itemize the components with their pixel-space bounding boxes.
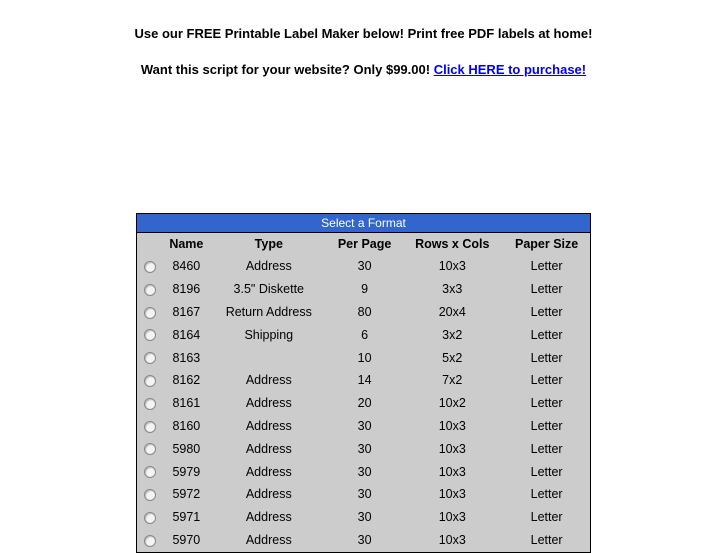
label-type: Address xyxy=(245,259,292,274)
paper-size: Letter xyxy=(530,532,563,547)
format-radio[interactable] xyxy=(144,261,156,273)
format-row[interactable] xyxy=(137,415,590,438)
format-row[interactable] xyxy=(137,437,590,460)
label-type: Address xyxy=(245,487,292,502)
format-radio-cell xyxy=(137,415,163,438)
label-type xyxy=(210,346,328,369)
label-name: 8196 xyxy=(172,282,201,297)
labels-per-page: 30 xyxy=(357,487,372,502)
format-table xyxy=(137,233,590,551)
rows-x-cols: 20x4 xyxy=(438,304,466,319)
format-radio-cell xyxy=(137,460,163,483)
format-radio-cell xyxy=(137,323,163,346)
rows-x-cols: 10x3 xyxy=(438,418,466,433)
format-row[interactable] xyxy=(137,346,590,369)
format-row[interactable] xyxy=(137,301,590,324)
paper-size: Letter xyxy=(530,487,563,502)
label-type: Address xyxy=(245,418,292,433)
label-name: 5971 xyxy=(172,510,201,525)
paper-size: Letter xyxy=(530,327,563,342)
label-type: Return Address xyxy=(225,304,312,319)
format-row[interactable] xyxy=(137,278,590,301)
rows-x-cols: 5x2 xyxy=(442,350,463,365)
promo-purchase-text: Want this script for your website? Only $99.00! xyxy=(140,62,431,77)
labels-per-page: 30 xyxy=(357,418,372,433)
label-name: 8161 xyxy=(172,396,201,411)
label-name: 5972 xyxy=(172,487,201,502)
header-rows-cols: Rows x Cols xyxy=(415,237,490,251)
labels-per-page: 30 xyxy=(357,510,372,525)
labels-per-page: 20 xyxy=(357,396,372,411)
format-radio-cell xyxy=(137,346,163,369)
format-radio-cell xyxy=(137,392,163,415)
promo-headline: Use our FREE Printable Label Maker below! Print free PDF labels at home! xyxy=(134,26,593,41)
header-type: Type xyxy=(254,237,283,251)
paper-size: Letter xyxy=(530,418,563,433)
rows-x-cols: 10x3 xyxy=(438,532,466,547)
format-radio-cell xyxy=(137,301,163,324)
label-type: 3.5" Diskette xyxy=(233,282,304,297)
rows-x-cols: 3x2 xyxy=(442,327,463,342)
paper-size: Letter xyxy=(530,510,563,525)
format-radio[interactable] xyxy=(144,329,156,341)
format-radio[interactable] xyxy=(144,375,156,387)
label-type: Address xyxy=(245,510,292,525)
format-selector-panel xyxy=(136,213,591,553)
label-type: Address xyxy=(245,396,292,411)
rows-x-cols: 10x2 xyxy=(438,396,466,411)
rows-x-cols: 10x3 xyxy=(438,259,466,274)
rows-x-cols: 3x3 xyxy=(442,282,463,297)
format-radio[interactable] xyxy=(144,398,156,410)
label-type: Address xyxy=(245,441,292,456)
paper-size: Letter xyxy=(530,304,563,319)
paper-size: Letter xyxy=(530,396,563,411)
label-type: Address xyxy=(245,373,292,388)
format-row[interactable] xyxy=(137,529,590,552)
format-row[interactable] xyxy=(137,483,590,506)
format-radio-cell xyxy=(137,369,163,392)
format-radio[interactable] xyxy=(144,352,156,364)
format-radio-cell xyxy=(137,278,163,301)
rows-x-cols: 7x2 xyxy=(442,373,463,388)
format-radio[interactable] xyxy=(144,489,156,501)
format-radio-cell xyxy=(137,255,163,278)
purchase-link[interactable]: Click HERE to purchase! xyxy=(433,62,587,77)
paper-size: Letter xyxy=(530,441,563,456)
labels-per-page: 30 xyxy=(357,532,372,547)
header-radio-spacer xyxy=(137,233,163,255)
format-radio[interactable] xyxy=(144,284,156,296)
labels-per-page: 10 xyxy=(357,350,372,365)
label-name: 8164 xyxy=(172,327,201,342)
rows-x-cols: 10x3 xyxy=(438,487,466,502)
label-type: Address xyxy=(245,464,292,479)
paper-size: Letter xyxy=(530,282,563,297)
labels-per-page: 30 xyxy=(357,464,372,479)
label-name: 5979 xyxy=(172,464,201,479)
header-per-page: Per Page xyxy=(337,237,392,251)
header-paper-size: Paper Size xyxy=(515,237,579,251)
label-name: 8167 xyxy=(172,304,201,319)
labels-per-page: 80 xyxy=(357,304,372,319)
format-radio[interactable] xyxy=(144,443,156,455)
format-radio[interactable] xyxy=(144,421,156,433)
labels-per-page: 9 xyxy=(361,282,369,297)
format-row[interactable] xyxy=(137,323,590,346)
promo-purchase-line xyxy=(0,62,727,77)
label-name: 8460 xyxy=(172,259,201,274)
format-row[interactable] xyxy=(137,369,590,392)
label-type: Shipping xyxy=(244,327,294,342)
format-radio[interactable] xyxy=(144,466,156,478)
label-name: 8162 xyxy=(172,373,201,388)
format-selector-title: Select a Format xyxy=(137,214,590,233)
format-radio-cell xyxy=(137,506,163,529)
paper-size: Letter xyxy=(530,259,563,274)
format-row[interactable] xyxy=(137,392,590,415)
label-name: 5970 xyxy=(172,532,201,547)
labels-per-page: 6 xyxy=(361,327,369,342)
labels-per-page: 30 xyxy=(357,259,372,274)
format-radio-cell xyxy=(137,437,163,460)
label-name: 8163 xyxy=(172,350,201,365)
format-radio[interactable] xyxy=(144,512,156,524)
format-radio[interactable] xyxy=(144,307,156,319)
header-name: Name xyxy=(169,237,204,251)
format-row[interactable] xyxy=(137,255,590,278)
format-table-header-row xyxy=(137,233,590,255)
rows-x-cols: 10x3 xyxy=(438,441,466,456)
label-name: 8160 xyxy=(172,418,201,433)
paper-size: Letter xyxy=(530,373,563,388)
paper-size: Letter xyxy=(530,464,563,479)
rows-x-cols: 10x3 xyxy=(438,464,466,479)
label-type: Address xyxy=(245,532,292,547)
format-row[interactable] xyxy=(137,460,590,483)
format-radio-cell xyxy=(137,529,163,552)
labels-per-page: 30 xyxy=(357,441,372,456)
format-row[interactable] xyxy=(137,506,590,529)
paper-size: Letter xyxy=(530,350,563,365)
rows-x-cols: 10x3 xyxy=(438,510,466,525)
label-name: 5980 xyxy=(172,441,201,456)
format-radio-cell xyxy=(137,483,163,506)
labels-per-page: 14 xyxy=(357,373,372,388)
